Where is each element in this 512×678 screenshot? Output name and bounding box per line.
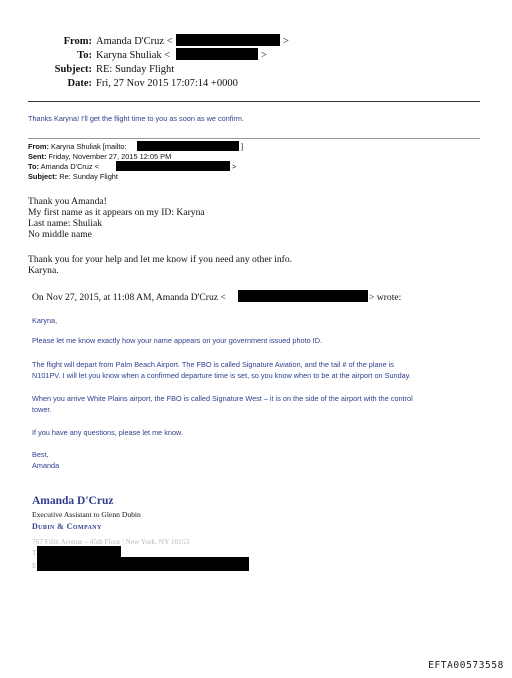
message-paragraph: The flight will depart from Palm Beach Airport. The FBO is called Signature Aviation, and the tail # of the plane is: [32, 360, 394, 369]
message-paragraph: tower.: [32, 405, 52, 414]
signature-address: 767 Fifth Avenue – 45th Floor | New York, NY 10153: [32, 537, 190, 546]
from-label: From:: [63, 36, 92, 47]
redaction-box: [37, 557, 249, 571]
to-close: >: [261, 50, 267, 61]
message-line: Karyna.: [28, 265, 59, 276]
redaction-box: [176, 48, 258, 60]
subject-value: RE: Sunday Flight: [96, 64, 175, 75]
message-paragraph: Please let me know exactly how your name appears on your government issued photo ID.: [32, 336, 323, 345]
header-divider: [28, 101, 480, 102]
quote-divider: [28, 138, 480, 139]
to-value: Karyna Shuliak <: [96, 50, 171, 61]
signature-company: Dubin & Company: [32, 522, 102, 531]
quoted-sent: [28, 152, 171, 161]
quoted-from-label: From:: [28, 142, 49, 151]
message-paragraph: If you have any questions, please let me know.: [32, 428, 183, 437]
signature-email-prefix: E: [32, 561, 37, 570]
date-value: Fri, 27 Nov 2015 17:07:14 +0000: [96, 78, 238, 89]
quoted-from: [28, 142, 127, 151]
quoted-from-close: ]: [241, 142, 244, 151]
subject-label: Subject:: [54, 64, 92, 75]
quoted-sent-value: Friday, November 27, 2015 12:05 PM: [48, 152, 172, 161]
message-closing: Best,: [32, 450, 49, 459]
redaction-box: [238, 290, 368, 302]
signature-name: Amanda D'Cruz: [32, 495, 114, 507]
document-id: EFTA00573558: [428, 660, 504, 671]
message-closing-name: Amanda: [32, 461, 60, 470]
quoted-to-close: >: [232, 162, 237, 171]
message-line: My first name as it appears on my ID: Karyna: [28, 207, 205, 218]
message-greeting: Karyna,: [32, 316, 58, 325]
quoted-to-label: To:: [28, 162, 39, 171]
to-label: To:: [77, 50, 92, 61]
wrote-prefix: On Nov 27, 2015, at 11:08 AM, Amanda D'Cruz <: [32, 292, 226, 303]
message-line: Thank you Amanda!: [28, 196, 107, 207]
quoted-subject-value: Re: Sunday Flight: [59, 172, 118, 181]
message-line: No middle name: [28, 229, 92, 240]
quoted-sent-label: Sent:: [28, 152, 47, 161]
redaction-box: [176, 34, 280, 46]
signature-phone-prefix: T: [32, 548, 37, 557]
wrote-suffix: > wrote:: [369, 292, 402, 303]
from-close: >: [283, 36, 289, 47]
quoted-subject: [28, 172, 118, 181]
message-paragraph: When you arrive White Plains airport, the FBO is called Signature West – it is on the side of the airport with the control: [32, 394, 413, 403]
quoted-to: [28, 162, 99, 171]
redaction-box: [116, 161, 230, 171]
from-value: Amanda D'Cruz <: [96, 36, 173, 47]
quoted-to-value: Amanda D'Cruz <: [40, 162, 99, 171]
redaction-box: [137, 141, 239, 151]
message-line: Thank you for your help and let me know if you need any other info.: [28, 254, 293, 265]
signature-title: Executive Assistant to Glenn Dubin: [32, 510, 141, 519]
quoted-subject-label: Subject:: [28, 172, 58, 181]
reply-text: Thanks Karyna! I'll get the flight time to you as soon as we confirm.: [28, 114, 244, 123]
message-paragraph: N101PV. I will let you know when a confirmed departure time is set, so you know when to be at the airport on Sunday.: [32, 371, 411, 380]
quoted-from-value: Karyna Shuliak [mailto:: [51, 142, 127, 151]
message-line: Last name: Shuliak: [28, 218, 103, 229]
date-label: Date:: [67, 78, 92, 89]
